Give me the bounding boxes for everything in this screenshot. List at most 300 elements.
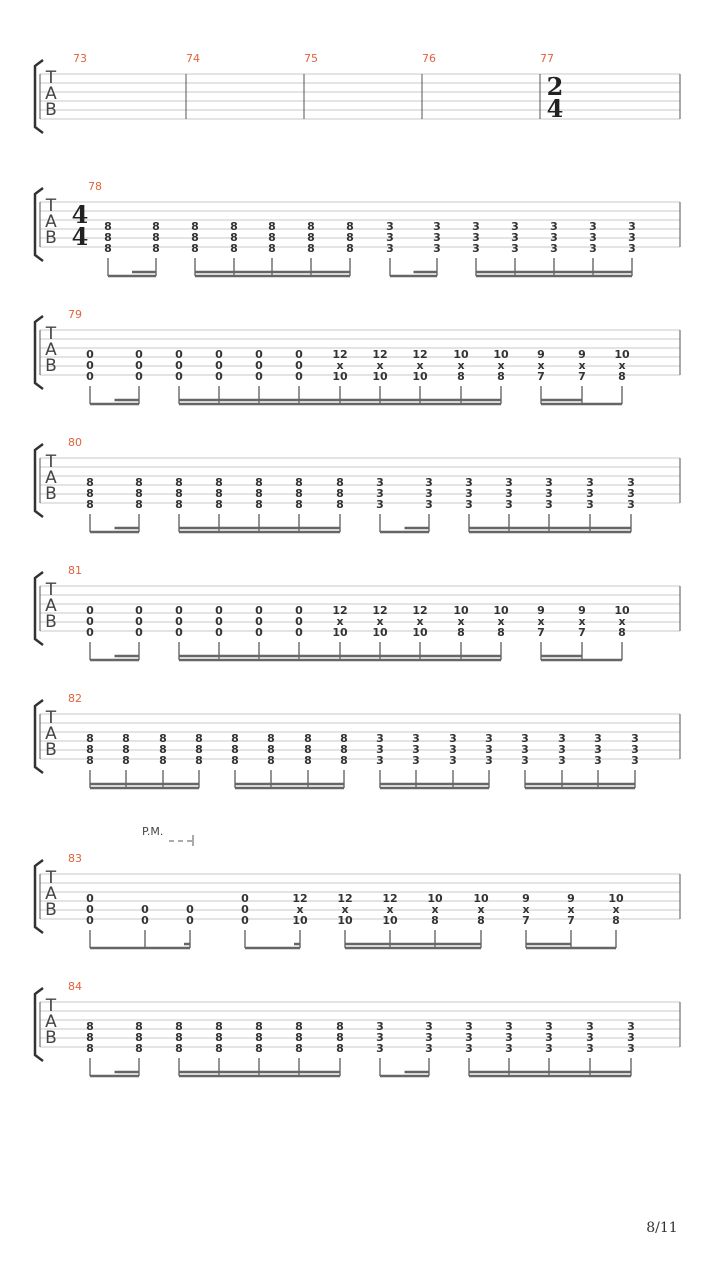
fret-number: 8 [304,743,312,756]
page-number: 8/11 [646,1220,678,1236]
fret-number: 8 [268,231,276,244]
dead-note: x [618,359,626,372]
fret-number: 3 [386,231,394,244]
measure-number: 84 [68,980,82,993]
fret-number: 3 [376,754,384,767]
fret-number: 3 [433,231,441,244]
tab-clef-letter: A [45,340,57,360]
system-bracket [35,60,43,133]
fret-number: 8 [86,1020,94,1033]
system-bracket [35,444,43,517]
fret-number: 3 [425,1042,433,1055]
fret-number: 0 [86,370,94,383]
fret-number: 3 [550,242,558,255]
fret-number: 8 [152,231,160,244]
fret-number: 3 [465,1042,473,1055]
fret-number: 0 [295,626,303,639]
fret-number: 8 [86,487,94,500]
fret-number: 3 [627,487,635,500]
fret-number: 10 [382,914,398,927]
fret-number: 8 [215,1042,223,1055]
fret-number: 7 [522,914,530,927]
fret-number: 8 [159,754,167,767]
fret-number: 0 [255,348,263,361]
tab-clef-letter: B [45,1028,57,1048]
dead-note: x [612,903,620,916]
fret-number: 10 [332,370,348,383]
fret-number: 0 [295,348,303,361]
system-bracket [35,572,43,645]
fret-number: 3 [594,732,602,745]
measure-number: 75 [304,52,318,65]
dead-note: x [537,615,545,628]
dead-note: x [336,359,344,372]
fret-number: 0 [215,604,223,617]
fret-number: 9 [537,604,545,617]
fret-number: 8 [135,1031,143,1044]
tab-clef-letter: A [45,212,57,232]
fret-number: 3 [631,743,639,756]
fret-number: 3 [586,476,594,489]
fret-number: 8 [152,220,160,233]
fret-number: 3 [505,1031,513,1044]
fret-number: 8 [336,476,344,489]
fret-number: 3 [586,1042,594,1055]
tab-clef-letter: B [45,228,57,248]
fret-number: 0 [175,615,183,628]
fret-number: 10 [493,348,509,361]
fret-number: 0 [86,892,94,905]
fret-number: 10 [453,348,469,361]
fret-number: 0 [86,914,94,927]
fret-number: 0 [86,615,94,628]
tab-clef-letter: A [45,724,57,744]
fret-number: 3 [485,743,493,756]
fret-number: 7 [578,370,586,383]
fret-number: 3 [386,242,394,255]
fret-number: 3 [521,743,529,756]
dead-note: x [431,903,439,916]
dead-note: x [537,359,545,372]
fret-number: 0 [215,615,223,628]
tab-clef-letter: A [45,596,57,616]
fret-number: 3 [628,231,636,244]
fret-number: 0 [295,604,303,617]
fret-number: 0 [175,348,183,361]
fret-number: 0 [86,348,94,361]
dead-note: x [416,359,424,372]
tab-clef-letter: B [45,484,57,504]
measure-number: 80 [68,436,82,449]
system-bracket [35,316,43,389]
dead-note: x [376,615,384,628]
fret-number: 3 [376,743,384,756]
fret-number: 12 [292,892,308,905]
fret-number: 3 [594,743,602,756]
dead-note: x [522,903,530,916]
fret-number: 8 [295,498,303,511]
fret-number: 10 [614,604,630,617]
fret-number: 3 [586,498,594,511]
fret-number: 8 [268,220,276,233]
fret-number: 3 [449,754,457,767]
fret-number: 8 [86,1042,94,1055]
tab-clef-letter: B [45,900,57,920]
fret-number: 3 [485,754,493,767]
fret-number: 3 [425,1020,433,1033]
fret-number: 10 [332,626,348,639]
fret-number: 8 [340,754,348,767]
fret-number: 3 [425,1031,433,1044]
fret-number: 3 [425,487,433,500]
fret-number: 3 [628,220,636,233]
fret-number: 3 [627,1042,635,1055]
tab-clef-letter: B [45,740,57,760]
fret-number: 3 [545,1020,553,1033]
fret-number: 8 [231,754,239,767]
system-bracket [35,988,43,1061]
fret-number: 0 [86,359,94,372]
fret-number: 8 [231,732,239,745]
fret-number: 8 [267,732,275,745]
fret-number: 3 [472,220,480,233]
fret-number: 0 [135,626,143,639]
fret-number: 8 [195,754,203,767]
fret-number: 8 [457,626,465,639]
fret-number: 3 [521,754,529,767]
fret-number: 3 [505,498,513,511]
fret-number: 3 [545,487,553,500]
fret-number: 0 [175,626,183,639]
dead-note: x [497,615,505,628]
fret-number: 0 [135,370,143,383]
fret-number: 8 [255,1031,263,1044]
fret-number: 8 [497,370,505,383]
dead-note: x [336,615,344,628]
tab-clef-letter: B [45,356,57,376]
fret-number: 8 [255,1020,263,1033]
fret-number: 10 [608,892,624,905]
fret-number: 8 [86,498,94,511]
fret-number: 10 [614,348,630,361]
fret-number: 8 [231,743,239,756]
fret-number: 8 [215,498,223,511]
fret-number: 3 [465,476,473,489]
fret-number: 3 [465,498,473,511]
fret-number: 0 [135,615,143,628]
fret-number: 8 [104,220,112,233]
fret-number: 8 [86,1031,94,1044]
fret-number: 0 [255,615,263,628]
fret-number: 3 [511,242,519,255]
fret-number: 0 [175,370,183,383]
fret-number: 8 [175,1042,183,1055]
fret-number: 0 [175,359,183,372]
fret-number: 3 [465,487,473,500]
fret-number: 9 [537,348,545,361]
fret-number: 8 [295,1042,303,1055]
tab-clef-letter: T [45,580,57,600]
fret-number: 8 [215,1020,223,1033]
dead-note: x [386,903,394,916]
fret-number: 8 [86,476,94,489]
fret-number: 0 [186,903,194,916]
fret-number: 8 [122,743,130,756]
tab-clef-letter: T [45,196,57,216]
fret-number: 3 [465,1020,473,1033]
fret-number: 12 [372,604,388,617]
fret-number: 3 [550,220,558,233]
fret-number: 0 [175,604,183,617]
fret-number: 8 [159,743,167,756]
fret-number: 12 [372,348,388,361]
fret-number: 8 [175,1020,183,1033]
time-signature-bottom: 4 [71,222,89,251]
fret-number: 3 [505,476,513,489]
fret-number: 7 [578,626,586,639]
time-signature-top: 4 [71,200,89,229]
fret-number: 0 [255,604,263,617]
tab-clef-letter: A [45,84,57,104]
fret-number: 3 [485,732,493,745]
fret-number: 0 [215,348,223,361]
fret-number: 8 [175,487,183,500]
fret-number: 3 [376,498,384,511]
fret-number: 3 [425,498,433,511]
fret-number: 12 [382,892,398,905]
fret-number: 8 [175,476,183,489]
fret-number: 8 [230,242,238,255]
measure-number: 73 [73,52,87,65]
tab-clef-letter: A [45,1012,57,1032]
dead-note: x [376,359,384,372]
tab-clef-letter: B [45,612,57,632]
fret-number: 3 [505,487,513,500]
fret-number: 3 [412,743,420,756]
tab-system [35,692,680,788]
fret-number: 8 [307,231,315,244]
fret-number: 8 [230,220,238,233]
fret-number: 0 [295,615,303,628]
fret-number: 8 [431,914,439,927]
tab-system [35,308,680,404]
fret-number: 8 [295,487,303,500]
fret-number: 8 [307,242,315,255]
fret-number: 0 [215,626,223,639]
fret-number: 0 [86,626,94,639]
fret-number: 8 [336,498,344,511]
fret-number: 8 [268,242,276,255]
fret-number: 8 [618,626,626,639]
time-signature-bottom: 4 [546,94,564,123]
time-signature-top: 2 [546,72,564,101]
fret-number: 3 [631,754,639,767]
fret-number: 8 [346,242,354,255]
dead-note: x [578,359,586,372]
fret-number: 3 [627,476,635,489]
fret-number: 3 [412,732,420,745]
fret-number: 12 [337,892,353,905]
fret-number: 8 [135,1020,143,1033]
fret-number: 3 [589,220,597,233]
fret-number: 8 [336,1042,344,1055]
fret-number: 12 [332,604,348,617]
fret-number: 8 [159,732,167,745]
fret-number: 8 [612,914,620,927]
fret-number: 3 [511,220,519,233]
fret-number: 7 [537,626,545,639]
fret-number: 8 [215,1031,223,1044]
fret-number: 0 [241,892,249,905]
fret-number: 10 [453,604,469,617]
fret-number: 8 [255,487,263,500]
fret-number: 0 [241,903,249,916]
fret-number: 8 [230,231,238,244]
fret-number: 9 [522,892,530,905]
dead-note: x [477,903,485,916]
dead-note: x [578,615,586,628]
fret-number: 8 [295,476,303,489]
fret-number: 0 [135,359,143,372]
fret-number: 8 [457,370,465,383]
measure-number: 81 [68,564,82,577]
fret-number: 9 [578,604,586,617]
fret-number: 8 [175,498,183,511]
fret-number: 3 [511,231,519,244]
fret-number: 3 [386,220,394,233]
measure-number: 83 [68,852,82,865]
fret-number: 0 [215,370,223,383]
fret-number: 8 [336,487,344,500]
fret-number: 10 [412,370,428,383]
tab-system [35,436,680,532]
fret-number: 3 [545,1031,553,1044]
fret-number: 10 [412,626,428,639]
fret-number: 8 [191,231,199,244]
fret-number: 3 [465,1031,473,1044]
dead-note: x [416,615,424,628]
fret-number: 8 [304,732,312,745]
fret-number: 8 [122,732,130,745]
fret-number: 3 [558,743,566,756]
tab-system [35,980,680,1076]
fret-number: 10 [337,914,353,927]
fret-number: 3 [433,242,441,255]
fret-number: 0 [255,626,263,639]
fret-number: 8 [255,498,263,511]
tab-clef-letter: A [45,884,57,904]
measure-number: 79 [68,308,82,321]
fret-number: 3 [412,754,420,767]
fret-number: 7 [537,370,545,383]
fret-number: 0 [241,914,249,927]
fret-number: 3 [589,231,597,244]
fret-number: 8 [340,732,348,745]
fret-number: 8 [191,242,199,255]
fret-number: 8 [336,1031,344,1044]
fret-number: 3 [376,1020,384,1033]
fret-number: 10 [292,914,308,927]
fret-number: 0 [255,370,263,383]
fret-number: 8 [336,1020,344,1033]
fret-number: 3 [376,476,384,489]
fret-number: 8 [195,732,203,745]
dead-note: x [567,903,575,916]
fret-number: 8 [255,476,263,489]
fret-number: 3 [472,242,480,255]
fret-number: 8 [135,476,143,489]
fret-number: 8 [215,476,223,489]
fret-number: 3 [376,487,384,500]
fret-number: 3 [545,1042,553,1055]
palm-mute-label: P.M. [142,825,164,838]
fret-number: 8 [152,242,160,255]
fret-number: 8 [304,754,312,767]
fret-number: 8 [295,1031,303,1044]
fret-number: 3 [594,754,602,767]
fret-number: 0 [135,348,143,361]
dead-note: x [457,359,465,372]
fret-number: 0 [215,359,223,372]
fret-number: 3 [521,732,529,745]
fret-number: 8 [346,220,354,233]
fret-number: 8 [104,242,112,255]
dead-note: x [457,615,465,628]
fret-number: 3 [376,1042,384,1055]
measure-number: 82 [68,692,82,705]
fret-number: 3 [449,743,457,756]
fret-number: 3 [627,1031,635,1044]
fret-number: 9 [567,892,575,905]
fret-number: 12 [332,348,348,361]
fret-number: 3 [433,220,441,233]
dead-note: x [296,903,304,916]
fret-number: 3 [628,242,636,255]
tab-clef-letter: T [45,324,57,344]
fret-number: 12 [412,604,428,617]
fret-number: 8 [497,626,505,639]
fret-number: 3 [545,498,553,511]
fret-number: 3 [627,1020,635,1033]
fret-number: 8 [175,1031,183,1044]
tab-clef-letter: B [45,100,57,120]
dead-note: x [341,903,349,916]
fret-number: 10 [372,370,388,383]
fret-number: 10 [493,604,509,617]
tab-clef-letter: T [45,68,57,88]
fret-number: 8 [295,1020,303,1033]
fret-number: 0 [135,604,143,617]
fret-number: 3 [376,732,384,745]
tab-system [35,52,680,133]
tab-clef-letter: T [45,708,57,728]
fret-number: 8 [307,220,315,233]
measure-number: 76 [422,52,436,65]
tab-clef-letter: T [45,452,57,472]
fret-number: 3 [545,476,553,489]
tab-clef-letter: T [45,868,57,888]
fret-number: 8 [618,370,626,383]
fret-number: 3 [505,1020,513,1033]
fret-number: 10 [372,626,388,639]
fret-number: 3 [425,476,433,489]
fret-number: 0 [186,914,194,927]
tab-clef-letter: A [45,468,57,488]
fret-number: 3 [586,487,594,500]
fret-number: 8 [340,743,348,756]
fret-number: 3 [550,231,558,244]
fret-number: 10 [473,892,489,905]
